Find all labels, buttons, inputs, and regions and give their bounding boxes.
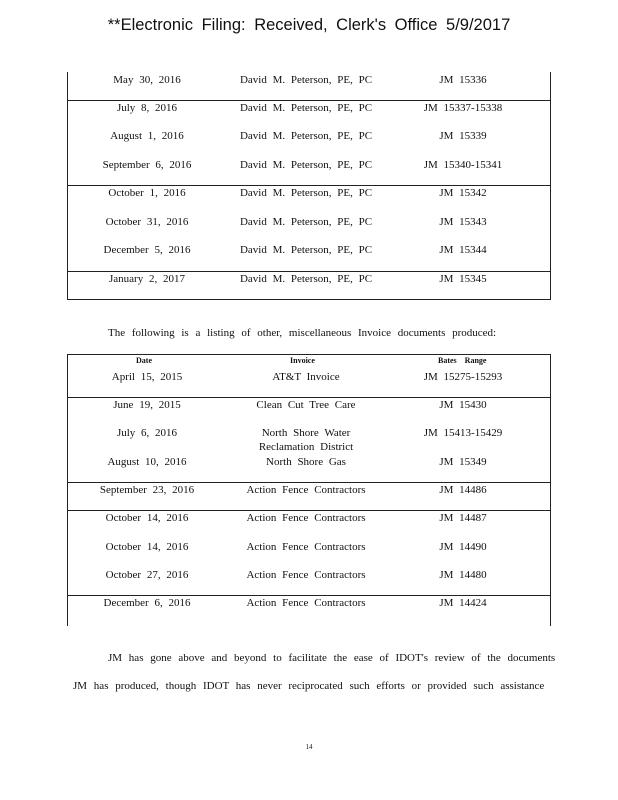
invoice-cell: Action Fence Contractors [246, 597, 366, 609]
bates-cell: JM 15413-15429 [423, 427, 503, 439]
bates-cell: JM 15343 [439, 216, 487, 228]
invoice-cell: Action Fence Contractors [246, 569, 366, 581]
table-bottom-border [68, 299, 550, 300]
invoice-cell: Reclamation District [258, 441, 354, 453]
bates-cell: JM 15275-15293 [423, 371, 503, 383]
bates-cell: JM 15349 [439, 456, 487, 468]
date-cell: October 31, 2016 [105, 216, 189, 228]
bates-cell: JM 15344 [439, 244, 487, 256]
date-cell: September 6, 2016 [102, 159, 192, 171]
vendor-cell: David M. Peterson, PE, PC [239, 130, 373, 142]
bates-cell: JM 15340-15341 [423, 159, 503, 171]
table-row [68, 397, 550, 413]
date-cell: October 14, 2016 [105, 541, 189, 553]
bates-cell: JM 14486 [439, 484, 487, 496]
bates-range-column-header: Bates Range [438, 356, 487, 365]
date-cell: January 2, 2017 [109, 273, 185, 285]
invoice-cell: Action Fence Contractors [246, 484, 366, 496]
bates-cell: JM 15339 [439, 130, 487, 142]
electronic-filing-header: **Electronic Filing: Received, Clerk's Office 5/9/2017 [107, 16, 511, 34]
date-cell: December 5, 2016 [103, 244, 191, 256]
bates-cell: JM 14490 [439, 541, 487, 553]
vendor-cell: David M. Peterson, PE, PC [239, 187, 373, 199]
date-cell: September 23, 2016 [99, 484, 195, 496]
bates-cell: JM 14487 [439, 512, 487, 524]
vendor-cell: David M. Peterson, PE, PC [239, 159, 373, 171]
table-row [68, 510, 550, 526]
table-row [68, 539, 550, 555]
date-cell: October 27, 2016 [105, 569, 189, 581]
table-row [68, 157, 550, 173]
table-row [68, 72, 550, 88]
bates-cell: JM 14480 [439, 569, 487, 581]
date-cell: June 19, 2015 [113, 399, 181, 411]
table-row [68, 185, 550, 201]
vendor-cell: David M. Peterson, PE, PC [239, 216, 373, 228]
date-cell: August 1, 2016 [110, 130, 184, 142]
body-paragraph-line-1: JM has gone above and beyond to facilitate the ease of IDOT's review of the documents [108, 652, 556, 664]
table-row [68, 482, 550, 498]
date-cell: July 6, 2016 [116, 427, 178, 439]
page-number: 14 [305, 743, 313, 751]
table-row [68, 271, 550, 287]
date-column-header: Date [136, 356, 152, 365]
bates-cell: JM 15336 [439, 74, 487, 86]
bates-cell: JM 15337-15338 [423, 102, 503, 114]
bates-cell: JM 15342 [439, 187, 487, 199]
table-row [68, 128, 550, 144]
invoice-table-2 [67, 354, 551, 626]
vendor-cell: David M. Peterson, PE, PC [239, 74, 373, 86]
date-cell: May 30, 2016 [113, 74, 181, 86]
date-cell: July 8, 2016 [116, 102, 178, 114]
date-cell: October 14, 2016 [105, 512, 189, 524]
table-row [68, 214, 550, 230]
invoice-cell: Action Fence Contractors [246, 541, 366, 553]
invoice-cell: Clean Cut Tree Care [256, 399, 356, 411]
table-row [68, 595, 550, 611]
date-cell: April 15, 2015 [111, 371, 183, 383]
bates-cell: JM 15345 [439, 273, 487, 285]
bates-cell: JM 15430 [439, 399, 487, 411]
vendor-cell: David M. Peterson, PE, PC [239, 273, 373, 285]
body-paragraph-line-2: JM has produced, though IDOT has never reciprocated such efforts or provided such assistance [73, 680, 545, 692]
table-top-border [68, 354, 550, 355]
date-cell: August 10, 2016 [107, 456, 187, 468]
invoice-cell: AT&T Invoice [272, 371, 340, 383]
invoice-cell: North Shore Gas [266, 456, 346, 468]
vendor-cell: David M. Peterson, PE, PC [239, 244, 373, 256]
invoice-cell: North Shore Water [261, 427, 351, 439]
table-row [68, 454, 550, 470]
table-row-continuation [68, 439, 550, 455]
table-row [68, 100, 550, 116]
date-cell: October 1, 2016 [108, 187, 186, 199]
table-row [68, 567, 550, 583]
invoice-table-1 [67, 72, 551, 300]
vendor-cell: David M. Peterson, PE, PC [239, 102, 373, 114]
invoice-cell: Action Fence Contractors [246, 512, 366, 524]
date-cell: December 6, 2016 [103, 597, 191, 609]
bates-cell: JM 14424 [439, 597, 487, 609]
invoice-column-header: Invoice [290, 356, 315, 365]
table-row [68, 369, 550, 385]
invoice-listing-intro: The following is a listing of other, miscellaneous Invoice documents produced: [108, 327, 497, 339]
table-row [68, 242, 550, 258]
